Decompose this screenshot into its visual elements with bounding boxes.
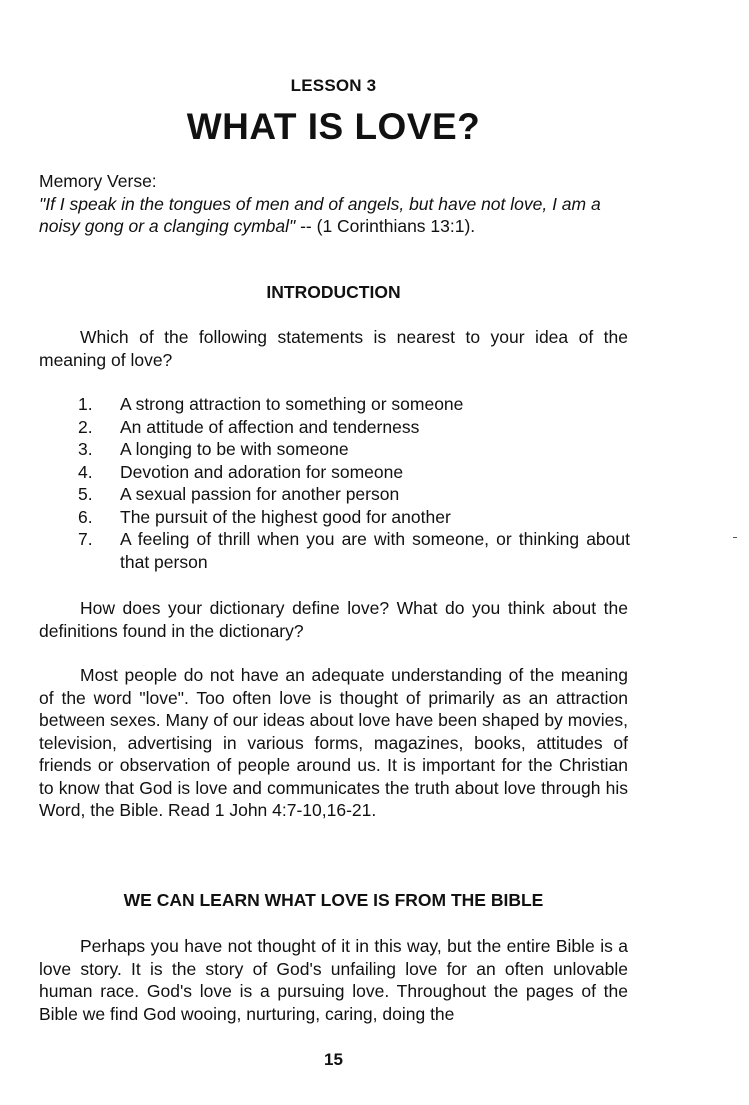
list-item-text: An attitude of affection and tenderness (120, 416, 420, 437)
list-item-number: 7. (78, 529, 93, 549)
list-item-number: 1. (78, 394, 93, 414)
list-item-number: 3. (78, 439, 93, 459)
memory-verse-quote: "If I speak in the tongues of men and of angels, but have not love, I am a noisy gong or a clanging cymbal" (39, 193, 601, 236)
list-item (78, 461, 630, 484)
memory-verse-block (39, 170, 639, 238)
list-item-text: A strong attraction to something or someone (120, 394, 464, 414)
memory-verse-citation: -- (1 Corinthians 13:1). (295, 216, 476, 236)
understanding-paragraph (39, 664, 628, 822)
list-item (78, 438, 630, 461)
list-item-number: 6. (78, 506, 93, 527)
dictionary-paragraph (39, 597, 628, 642)
bible-section-heading: WE CAN LEARN WHAT LOVE IS FROM THE BIBLE (123, 890, 544, 910)
list-item-text: Devotion and adoration for someone (120, 461, 404, 482)
list-item-number: 2. (78, 416, 93, 437)
list-item (78, 393, 630, 416)
statement-list (78, 393, 630, 573)
introduction-question (39, 326, 628, 371)
list-item-text: A sexual passion for another person (120, 484, 400, 504)
memory-verse-heading: Memory Verse: (39, 171, 157, 191)
list-item-number: 4. (78, 461, 93, 482)
list-item-text: A feeling of thrill when you are with someone, or thinking about that person (120, 529, 630, 572)
introduction-question-text: Which of the following statements is nearest to your idea of the meaning of love? (39, 327, 628, 370)
memory-verse-text (39, 193, 639, 238)
bible-section-paragraph (39, 935, 628, 1025)
list-item (78, 528, 630, 573)
list-item (78, 483, 630, 506)
list-item-text: The pursuit of the highest good for another (120, 506, 451, 527)
introduction-heading: INTRODUCTION (266, 282, 401, 302)
list-item-number: 5. (78, 484, 93, 504)
understanding-paragraph-text: Most people do not have an adequate understanding of the meaning of the word "love". Too often love is thought of primarily as an attraction between sexes. Many of our ideas about love have been shaped by movies, television, advertising in various forms, magazines, books, attitudes of friends or observation of people around us. It is important for the Christian to know that God is love and communicates the truth about love through his Word, the Bible. Read 1 John 4:7-10,16-21. (39, 665, 628, 820)
lesson-label: LESSON 3 (290, 76, 377, 95)
dictionary-paragraph-text: How does your dictionary define love? What do you think about the definitions found in the dictionary? (39, 598, 628, 641)
list-item (78, 506, 630, 529)
scan-mark (733, 537, 737, 538)
page-number: 15 (324, 1050, 343, 1069)
bible-section-paragraph-text: Perhaps you have not thought of it in this way, but the entire Bible is a love story. It is the story of God's unfailing love for an often unlovable human race. God's love is a pursuing love. Throughout the pages of the Bible we find God wooing, nurturing, caring, doing the (39, 936, 628, 1024)
list-item-text: A longing to be with someone (120, 439, 349, 459)
list-item (78, 416, 630, 439)
page-title: WHAT IS LOVE? (186, 106, 481, 147)
